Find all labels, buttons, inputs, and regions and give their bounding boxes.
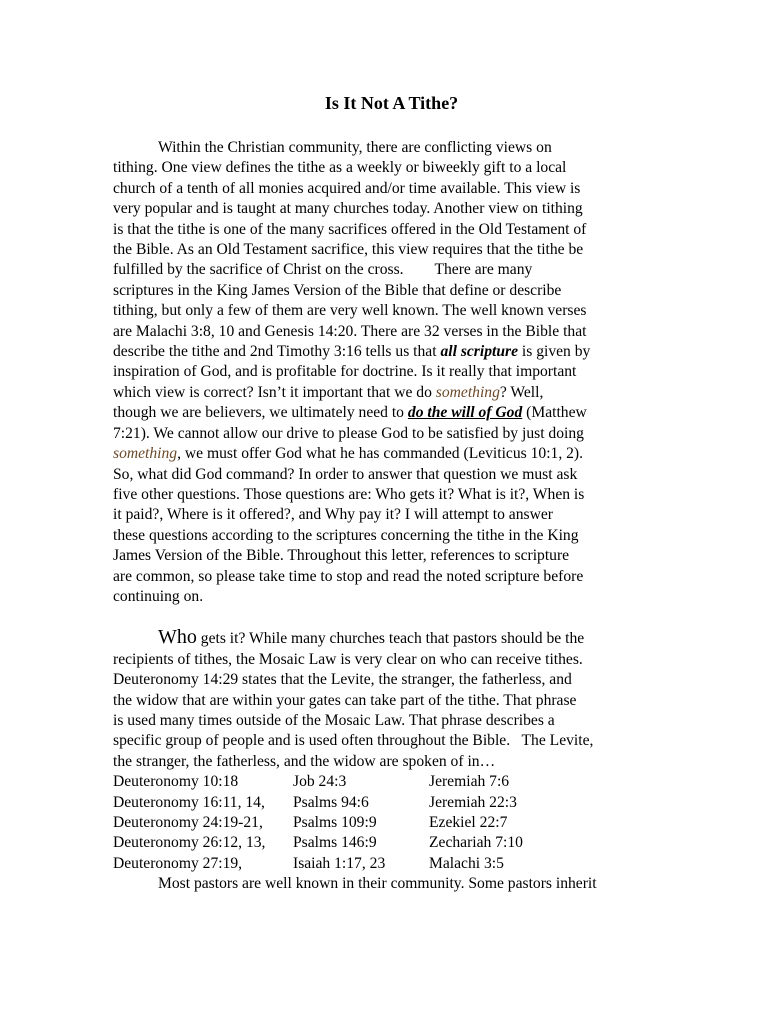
next-paragraph-start: Most pastors are well known in their community. Some pastors inherit <box>158 875 597 893</box>
reference-cell: Ezekiel 22:7 <box>429 814 508 831</box>
reference-row <box>113 772 658 792</box>
text-line: are Malachi 3:8, 10 and Genesis 14:20. There are 32 verses in the Bible that <box>113 322 587 340</box>
text-line: specific group of people and is used often throughout the Bible. The Levite, <box>113 732 594 750</box>
text-line: tithing. One view defines the tithe as a weekly or biweekly gift to a local <box>113 159 567 177</box>
reference-row <box>113 793 658 813</box>
text-line: church of a tenth of all monies acquired and/or time available. This view is <box>113 179 581 197</box>
reference-cell: Jeremiah 22:3 <box>429 793 517 811</box>
who-paragraph <box>113 627 658 772</box>
text-line <box>113 403 658 423</box>
text-line <box>113 444 658 464</box>
text-line: very popular and is taught at many churches today. Another view on tithing <box>113 200 583 218</box>
text-line: inspiration of God, and is profitable for doctrine. Is it really that important <box>113 363 577 381</box>
text-line: Within the Christian community, there are conflicting views on <box>158 139 552 156</box>
scripture-reference-table <box>113 772 658 874</box>
text-segment: (Matthew <box>522 404 587 422</box>
text-line: James Version of the Bible. Throughout this letter, references to scripture <box>113 547 570 565</box>
reference-row <box>113 854 658 874</box>
reference-cell: Psalms 94:6 <box>293 793 369 811</box>
text-segment: is given by <box>518 343 591 361</box>
reference-cell: Malachi 3:5 <box>429 854 504 872</box>
text-line: tithing, but only a few of them are very well known. The well known verses <box>113 302 587 320</box>
reference-cell: Job 24:3 <box>293 773 347 791</box>
text-line: the stranger, the fatherless, and the widow are spoken of in… <box>113 752 496 770</box>
text-segment: though we are believers, we ultimately need to <box>113 404 408 422</box>
document-title: Is It Not A Tithe? <box>324 93 459 113</box>
text-line: continuing on. <box>113 587 204 605</box>
text-line: So, what did God command? In order to answer that question we must ask <box>113 465 578 483</box>
reference-cell: Psalms 109:9 <box>293 814 377 831</box>
text-line <box>113 342 658 362</box>
text-segment: ? Well, <box>499 383 544 401</box>
reference-cell: Deuteronomy 16:11, 14, <box>113 793 265 811</box>
emphasis-something: something <box>113 445 178 463</box>
reference-cell: Deuteronomy 26:12, 13, <box>113 834 266 852</box>
reference-cell: Isaiah 1:17, 23 <box>293 854 386 872</box>
text-line: 7:21). We cannot allow our drive to please God to be satisfied by just doing <box>113 424 584 442</box>
reference-cell: Jeremiah 7:6 <box>429 773 510 791</box>
text-line: is used many times outside of the Mosaic Law. That phrase describes a <box>113 711 555 729</box>
text-line: scriptures in the King James Version of the Bible that define or describe <box>113 281 562 299</box>
text-segment: gets it? While many churches teach that pastors should be the <box>196 630 585 648</box>
text-segment: describe the tithe and 2nd Timothy 3:16 tells us that <box>113 343 441 361</box>
reference-cell: Psalms 146:9 <box>293 834 377 852</box>
reference-row <box>113 813 658 833</box>
reference-cell: Deuteronomy 10:18 <box>113 773 239 791</box>
reference-cell: Deuteronomy 24:19-21, <box>113 814 263 831</box>
text-line: the widow that are within your gates can take part of the tithe. That phrase <box>113 691 577 709</box>
reference-cell: Deuteronomy 27:19, <box>113 854 243 872</box>
text-line: Deuteronomy 14:29 states that the Levite, the stranger, the fatherless, and <box>113 671 572 689</box>
text-line: it paid?, Where is it offered?, and Why pay it? I will attempt to answer <box>113 506 553 524</box>
text-segment: , we must offer God what he has commanded (Leviticus 10:1, 2). <box>177 445 584 463</box>
text-line: is that the tithe is one of the many sacrifices offered in the Old Testament of <box>113 220 587 238</box>
emphasis-all-scripture: all scripture <box>440 343 518 361</box>
text-line: the Bible. As an Old Testament sacrifice, this view requires that the tithe be <box>113 241 584 259</box>
text-line: these questions according to the scriptures concerning the tithe in the King <box>113 526 579 544</box>
text-line: recipients of tithes, the Mosaic Law is very clear on who can receive tithes. <box>113 650 583 668</box>
reference-row <box>113 833 658 853</box>
text-line <box>113 627 658 649</box>
emphasis-something: something <box>435 383 500 401</box>
reference-cell: Zechariah 7:10 <box>429 834 523 852</box>
document-page <box>113 92 658 895</box>
emphasis-will-of-god: do the will of God <box>407 404 523 422</box>
text-line: five other questions. Those questions are: Who gets it? What is it?, When is <box>113 485 585 503</box>
text-segment: which view is correct? Isn’t it important that we do <box>113 383 436 401</box>
text-line <box>113 383 658 403</box>
lead-word-who: Who <box>158 626 197 649</box>
text-line: are common, so please take time to stop and read the noted scripture before <box>113 567 584 585</box>
intro-paragraph <box>113 138 658 607</box>
text-line: fulfilled by the sacrifice of Christ on the cross. There are many <box>113 261 533 279</box>
